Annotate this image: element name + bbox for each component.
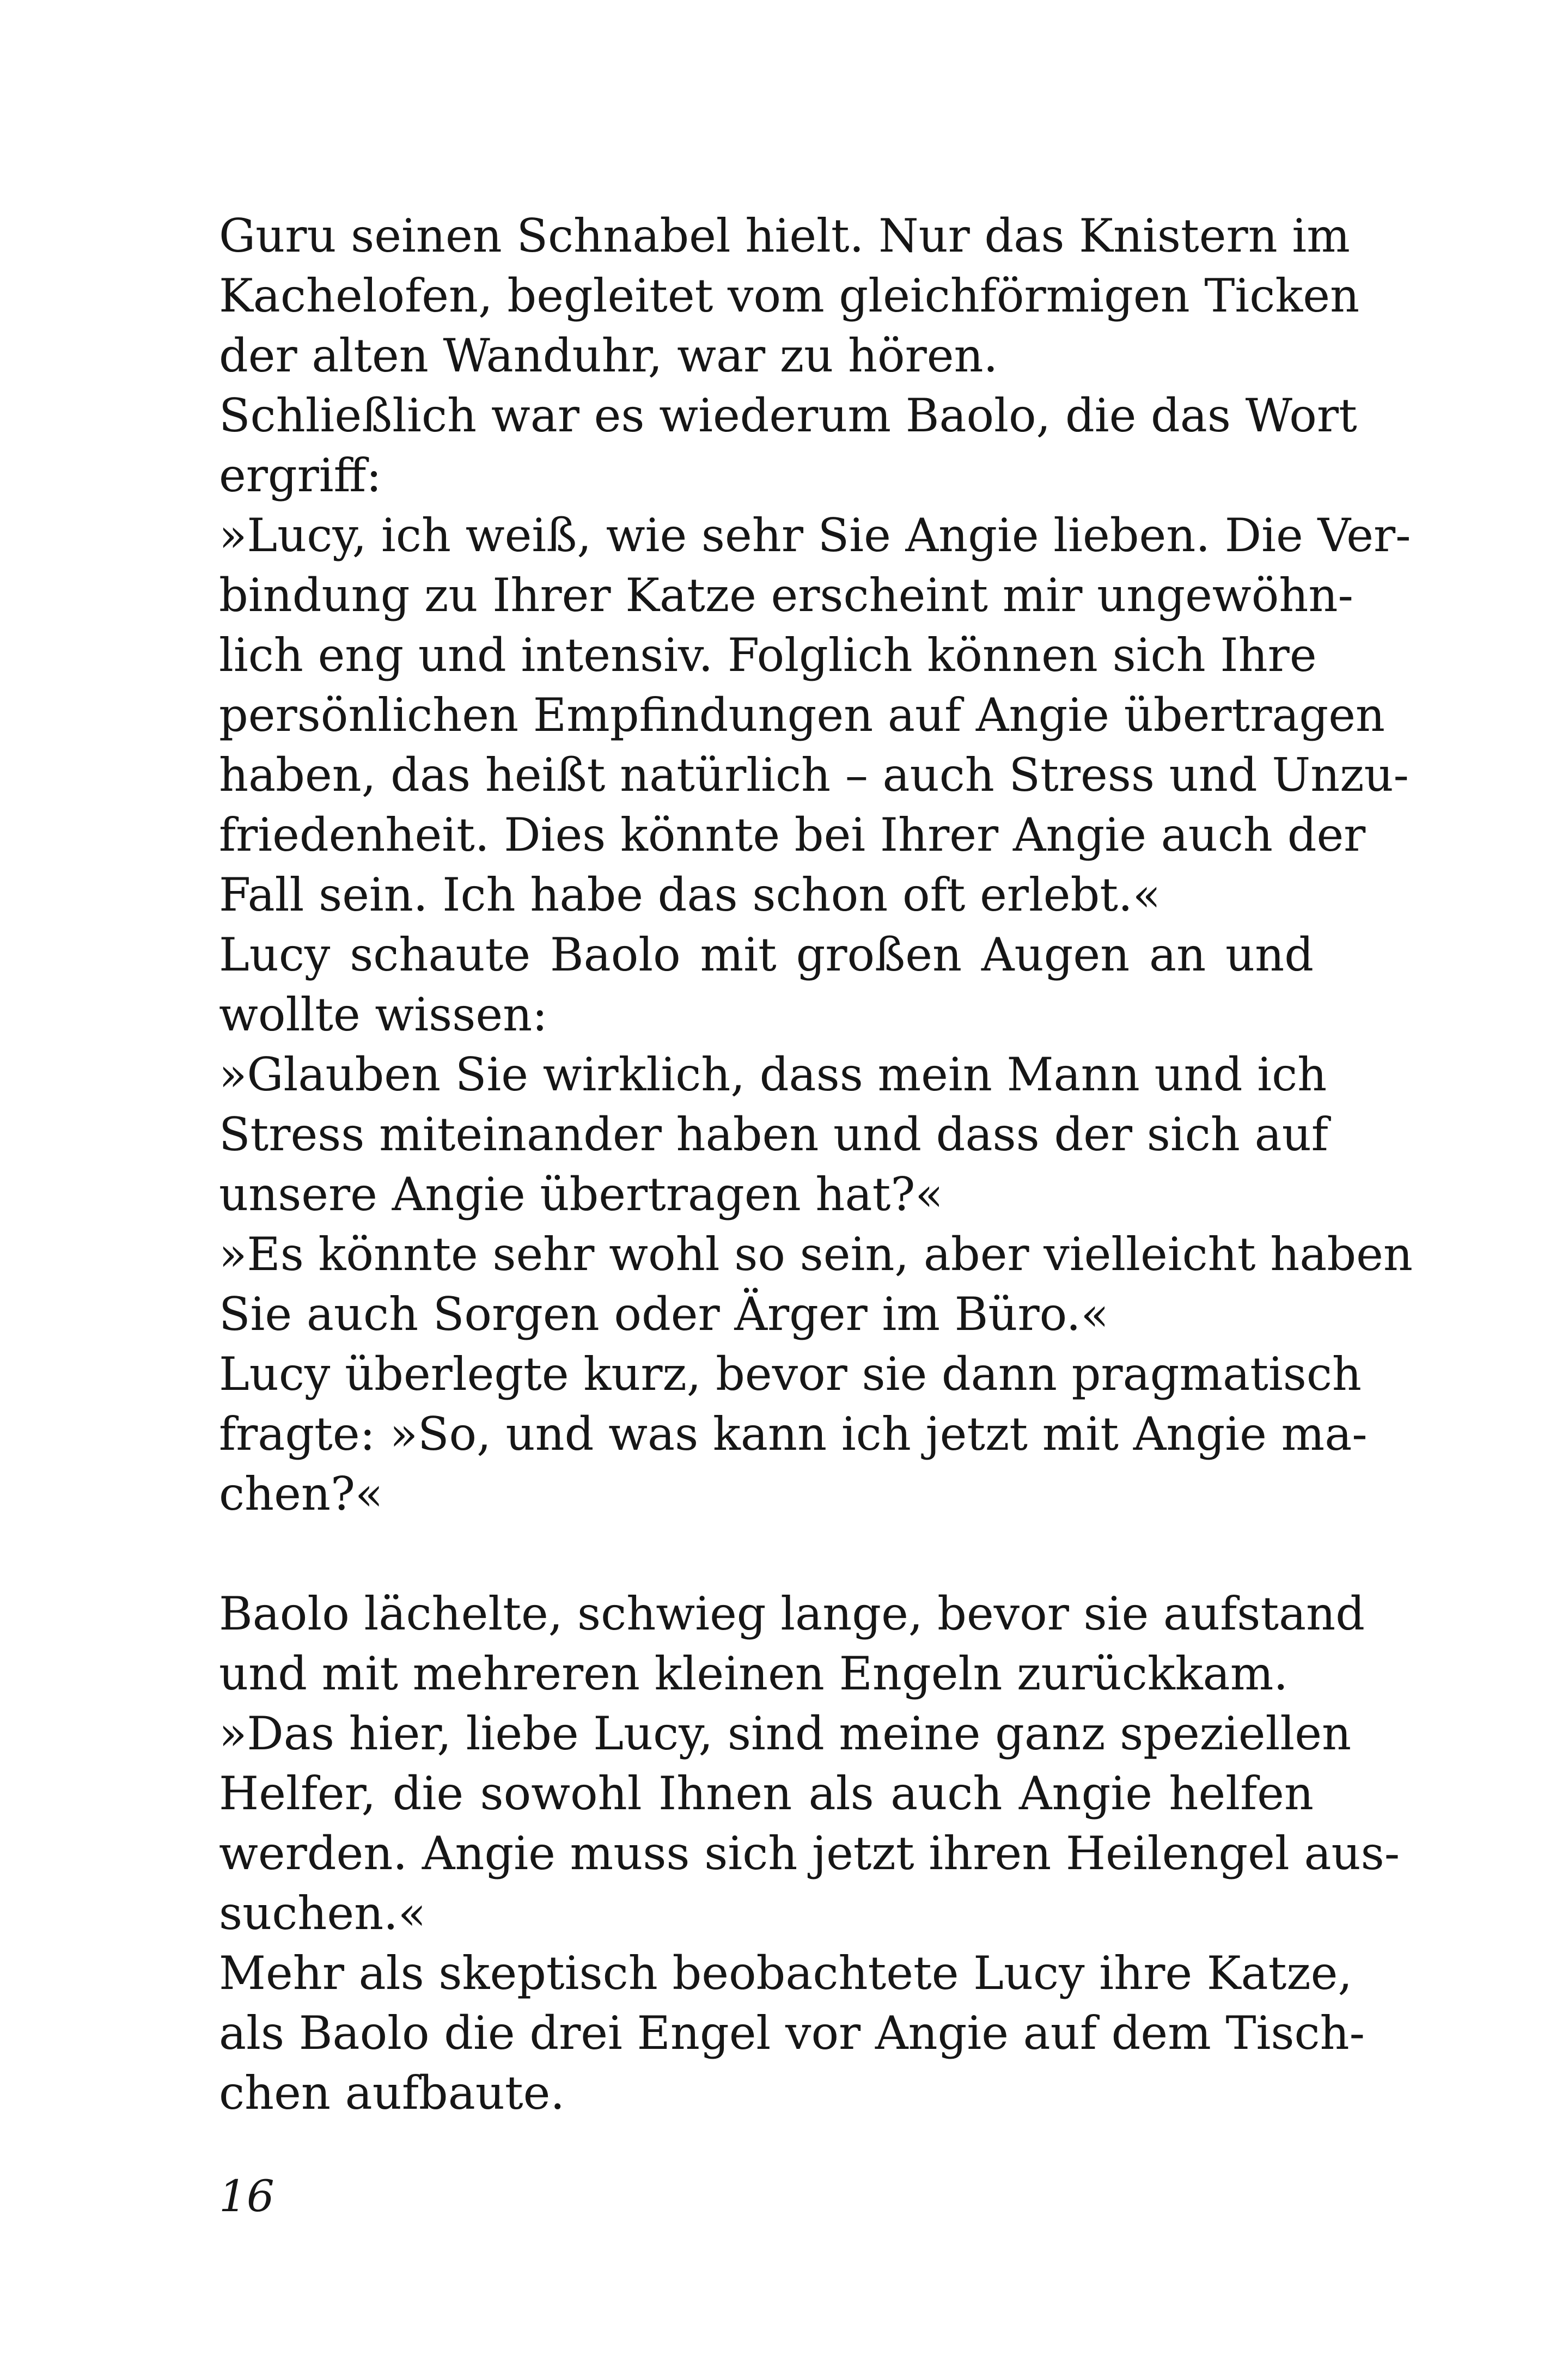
- text-line: Fall sein. Ich habe das schon oft erlebt.«: [219, 868, 1161, 922]
- body-text: [219, 206, 1413, 2123]
- text-line: Lucy überlegte kurz, bevor sie dann pragmatisch: [219, 1347, 1362, 1401]
- text-line: wollte wissen:: [219, 988, 548, 1041]
- text-line: Baolo lächelte, schwieg lange, bevor sie aufstand: [219, 1587, 1365, 1640]
- text-line: »Lucy, ich weiß, wie sehr Sie Angie lieben. Die Ver-: [219, 509, 1411, 562]
- page-number: 16: [219, 2171, 274, 2222]
- text-line: chen aufbaute.: [219, 2066, 565, 2120]
- text-line: »Das hier, liebe Lucy, sind meine ganz speziellen: [219, 1707, 1352, 1760]
- text-line: ergriff:: [219, 449, 382, 502]
- text-line: Schließlich war es wiederum Baolo, die das Wort: [219, 389, 1357, 442]
- text-line: haben, das heißt natürlich – auch Stress und Unzu-: [219, 748, 1409, 802]
- text-line: bindung zu Ihrer Katze erscheint mir ungewöhn-: [219, 569, 1353, 622]
- text-line: und mit mehreren kleinen Engeln zurückkam.: [219, 1647, 1289, 1700]
- text-line: »Es könnte sehr wohl so sein, aber vielleicht haben: [219, 1228, 1413, 1281]
- text-line: chen?«: [219, 1467, 383, 1521]
- text-line: Sie auch Sorgen oder Ärger im Büro.«: [219, 1287, 1109, 1341]
- text-line: Lucy schaute Baolo mit großen Augen an und: [219, 928, 1314, 981]
- paragraph-gap: [219, 1524, 1314, 1584]
- text-line: fragte: »So, und was kann ich jetzt mit Angie ma-: [219, 1407, 1368, 1461]
- text-line: persönlichen Empfindungen auf Angie übertragen: [219, 688, 1386, 742]
- text-line: friedenheit. Dies könnte bei Ihrer Angie auch der: [219, 808, 1366, 862]
- text-line: Kachelofen, begleitet vom gleichförmigen Ticken: [219, 269, 1360, 322]
- text-line: lich eng und intensiv. Folglich können sich Ihre: [219, 628, 1317, 682]
- text-line: Helfer, die sowohl Ihnen als auch Angie helfen: [219, 1767, 1314, 1820]
- text-line: Mehr als skeptisch beobachtete Lucy ihre Katze,: [219, 1946, 1353, 2000]
- text-line: als Baolo die drei Engel vor Angie auf dem Tisch-: [219, 2006, 1365, 2060]
- text-line: unsere Angie übertragen hat?«: [219, 1168, 943, 1221]
- text-line: Guru seinen Schnabel hielt. Nur das Knistern im: [219, 209, 1350, 263]
- text-line: der alten Wanduhr, war zu hören.: [219, 329, 998, 382]
- text-line: werden. Angie muss sich jetzt ihren Heilengel aus-: [219, 1827, 1400, 1880]
- text-line: suchen.«: [219, 1887, 426, 1940]
- text-line: Stress miteinander haben und dass der sich auf: [219, 1108, 1328, 1161]
- text-line: »Glauben Sie wirklich, dass mein Mann und ich: [219, 1048, 1327, 1101]
